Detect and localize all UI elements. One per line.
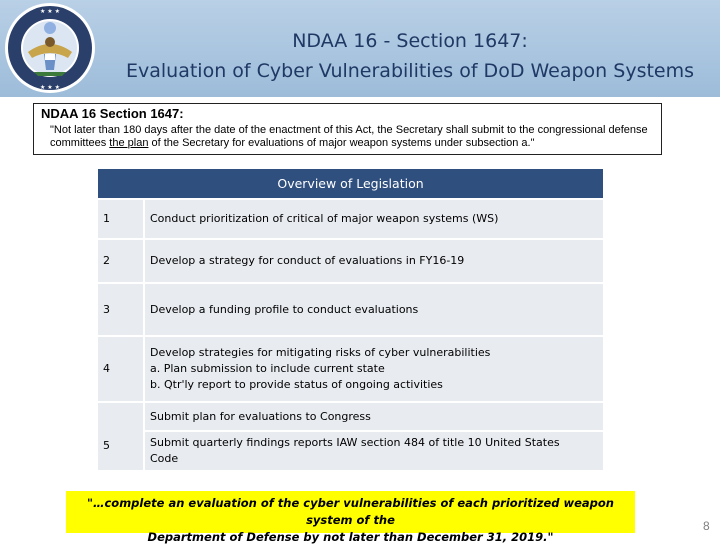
- row-text: [145, 200, 603, 238]
- title-line-1: NDAA 16 - Section 1647:: [292, 30, 528, 52]
- row-number: 4: [98, 337, 143, 401]
- row-text-line: Submit plan for evaluations to Congress: [150, 409, 371, 423]
- table-row: [98, 403, 603, 430]
- table-row: [98, 240, 603, 282]
- table-row: [98, 284, 603, 335]
- row-text-line: Conduct prioritization of critical of major weapon systems (WS): [150, 212, 499, 225]
- closing-quote: [66, 491, 635, 544]
- quote-heading: NDAA 16 Section 1647:: [41, 106, 184, 121]
- row-text: [145, 284, 603, 335]
- quote-text-before: "Not later than 180 days after the date of the enactment of this Act, the Secretary shall submit to the congressional defense committees: [50, 124, 648, 149]
- row-text-line: Develop strategies for mitigating risks of cyber vulnerabilities: [150, 346, 491, 359]
- svg-text:★ ★ ★: ★ ★ ★: [40, 84, 60, 91]
- header-banner: [0, 0, 720, 97]
- row-text-line: Submit quarterly findings reports IAW section 484 of title 10 United States: [150, 436, 560, 449]
- row-text-line: Code: [150, 452, 179, 465]
- row-number: 3: [98, 284, 143, 335]
- row-text: [145, 337, 603, 401]
- svg-text:★ ★ ★: ★ ★ ★: [40, 8, 60, 15]
- row-text-line: b. Qtr'ly report to provide status of ongoing activities: [150, 378, 443, 391]
- row-text-line: a. Plan submission to include current state: [150, 362, 385, 375]
- row-text-line: Develop a funding profile to conduct evaluations: [150, 302, 419, 316]
- page-number: 8: [703, 519, 710, 533]
- row-number: 2: [98, 240, 143, 282]
- closing-quote-line-1: "…complete an evaluation of the cyber vulnerabilities of each prioritized weapon system of the: [86, 496, 614, 527]
- table-row: [98, 200, 603, 238]
- row-text: [145, 432, 603, 470]
- table-header: Overview of Legislation: [98, 169, 603, 198]
- row-text-line: Develop a strategy for conduct of evaluations in FY16-19: [150, 254, 465, 267]
- title-line-2: Evaluation of Cyber Vulnerabilities of DoD Weapon Systems: [125, 60, 695, 82]
- quote-text-after: of the Secretary for evaluations of major weapon systems under subsection a.": [148, 137, 535, 149]
- row-number: 5: [98, 403, 143, 470]
- section-quote-box: [33, 103, 662, 155]
- table-row: [98, 432, 603, 470]
- row-number: 1: [98, 200, 143, 238]
- quote-text: [50, 124, 660, 150]
- table-row: [98, 337, 603, 401]
- row-text: [145, 240, 603, 282]
- legislation-table: [96, 167, 605, 472]
- page-title: [100, 26, 720, 86]
- row-text: [145, 403, 603, 430]
- closing-quote-line-2: Department of Defense by not later than December 31, 2019.": [147, 530, 554, 544]
- dod-seal-icon: [4, 2, 96, 94]
- quote-text-underlined: the plan: [109, 137, 149, 149]
- table-header-row: [98, 169, 603, 198]
